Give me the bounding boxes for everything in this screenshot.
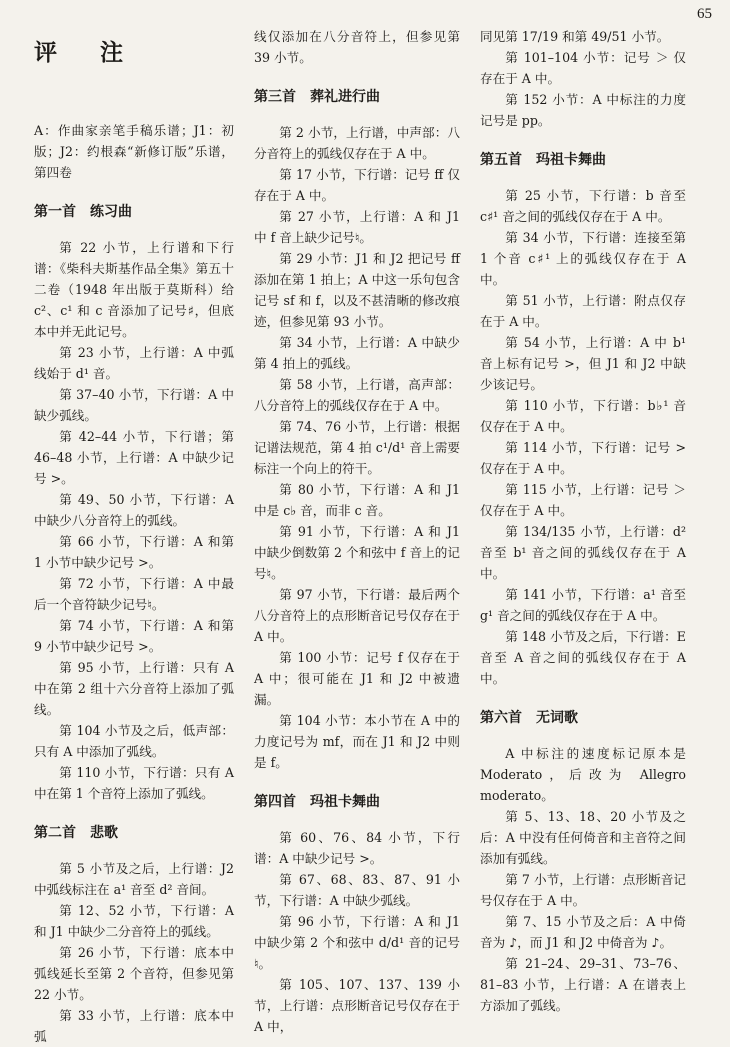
note-paragraph: 第 66 小节，下行谱：A 和第 1 小节中缺少记号 >。 (34, 534, 234, 570)
section-heading-3: 第三首 葬礼进行曲 (254, 89, 380, 105)
note-paragraph: 第 60、76、84 小节，下行谱：A 中缺少记号 >。 (254, 830, 460, 866)
note-paragraph: 第 134/135 小节，上行谱：d² 音至 b¹ 音之间的弧线仅存在于 A 中。 (480, 524, 686, 581)
section-gap (34, 804, 234, 822)
note-paragraph: 第 23 小节，上行谱：A 中弧线始于 d¹ 音。 (34, 345, 234, 381)
section-gap (254, 68, 460, 86)
note-paragraph: 第 33 小节，上行谱：底本中弧 (34, 1008, 234, 1044)
note-paragraph: 第 5 小节及之后，上行谱：J2 中弧线标注在 a¹ 音至 d² 音间。 (34, 861, 234, 897)
note-paragraph: A 中标注的速度标记原本是 Moderato，后改为 Allegro moderato。 (480, 746, 686, 803)
note-paragraph: 第 91 小节，下行谱：A 和 J1 中缺少倒数第 2 个和弦中 f 音上的记号♮。 (254, 524, 460, 581)
note-paragraph: 第 37–40 小节，下行谱：A 中缺少弧线。 (34, 387, 234, 423)
note-paragraph: 第 105、107、137、139 小节，上行谱：点形断音记号仅存在于 A 中， (254, 977, 460, 1034)
column-1 (34, 26, 234, 1047)
note-paragraph: 第 67、68、83、87、91 小节，下行谱：A 中缺少弧线。 (254, 872, 460, 908)
page-number: 65 (697, 6, 712, 22)
heading-gap (480, 171, 686, 185)
note-paragraph: 第 104 小节：本小节在 A 中的力度记号为 mf，而在 J1 和 J2 中则是 f。 (254, 713, 460, 770)
note-paragraph: 第 42–44 小节，下行谱；第 46–48 小节，上行谱：A 中缺少记号 >。 (34, 429, 234, 486)
heading-gap (480, 729, 686, 743)
note-paragraph: 第 100 小节：记号 f 仅存在于 A 中；很可能在 J1 和 J2 中被遗漏。 (254, 650, 460, 707)
note-paragraph: 第 58 小节，上行谱，高声部：八分音符上的弧线仅存在于 A 中。 (254, 377, 460, 413)
note-paragraph: 第 17 小节，下行谱：记号 ff 仅存在于 A 中。 (254, 167, 460, 203)
note-paragraph: 第 7 小节，上行谱：点形断音记号仅存在于 A 中。 (480, 872, 686, 908)
column-3 (480, 26, 686, 1016)
section-gap (34, 183, 234, 201)
column-2 (254, 26, 460, 1037)
note-paragraph: 第 101–104 小节：记号 ＞ 仅存在于 A 中。 (480, 50, 686, 86)
note-continuation: 同见第 17/19 和第 49/51 小节。 (480, 29, 670, 44)
note-paragraph: 第 97 小节，下行谱：最后两个八分音符上的点形断音记号仅存在于 A 中。 (254, 587, 460, 644)
note-paragraph: 第 29 小节：J1 和 J2 把记号 ff 添加在第 1 拍上；A 中这一乐句包含记号 sf 和 f，以及不甚清晰的修改痕迹，但参见第 93 小节。 (254, 251, 460, 329)
note-paragraph: 第 25 小节，下行谱：b 音至 c♯¹ 音之间的弧线仅存在于 A 中。 (480, 188, 686, 224)
section-heading-5: 第五首 玛祖卡舞曲 (480, 152, 606, 168)
note-paragraph: 第 74、76 小节，上行谱：根据记谱法规范，第 4 拍 c¹/d¹ 音上需要标注一个向上的符干。 (254, 419, 460, 476)
note-paragraph: 第 2 小节，上行谱，中声部：八分音符上的弧线仅存在于 A 中。 (254, 125, 460, 161)
section-heading-2: 第二首 悲歌 (34, 825, 118, 841)
note-paragraph: 第 26 小节，下行谱：底本中弧线延长至第 2 个音符，但参见第 22 小节。 (34, 945, 234, 1002)
note-paragraph: 第 34 小节，上行谱：A 中缺少第 4 拍上的弧线。 (254, 335, 460, 371)
note-paragraph: 第 95 小节，上行谱：只有 A 中在第 2 组十六分音符上添加了弧线。 (34, 660, 234, 717)
note-paragraph: 第 51 小节，上行谱：附点仅存在于 A 中。 (480, 293, 686, 329)
section-heading-4: 第四首 玛祖卡舞曲 (254, 794, 380, 810)
note-paragraph: 第 22 小节，上行谱和下行谱：《柴科夫斯基作品全集》第五十二卷（1948 年出版于莫斯科）给 c²、c¹ 和 c 音添加了记号♯，但底本中并无此记号。 (34, 240, 234, 339)
note-paragraph: 第 110 小节，下行谱：b♭¹ 音仅存在于 A 中。 (480, 398, 686, 434)
note-paragraph: 第 96 小节，下行谱：A 和 J1 中缺少第 2 个和弦中 d/d¹ 音的记号♮。 (254, 914, 460, 971)
note-paragraph: 第 49、50 小节，下行谱：A 中缺少八分音符上的弧线。 (34, 492, 234, 528)
heading-gap (254, 813, 460, 827)
note-paragraph: 第 54 小节，上行谱：A 中 b¹ 音上标有记号 >，但 J1 和 J2 中缺少该记号。 (480, 335, 686, 392)
section-gap (254, 773, 460, 791)
note-paragraph: 第 7、15 小节及之后：A 中倚音为 ♪，而 J1 和 J2 中倚音为 ♪。 (480, 914, 686, 950)
section-gap (480, 131, 686, 149)
section-heading-6: 第六首 无词歌 (480, 710, 578, 726)
heading-gap (254, 108, 460, 122)
note-paragraph: 第 152 小节：A 中标注的力度记号是 pp。 (480, 92, 686, 128)
section-gap (480, 689, 686, 707)
note-paragraph: 第 148 小节及之后，下行谱：E 音至 A 音之间的弧线仅存在于 A 中。 (480, 629, 686, 686)
note-paragraph: 第 74 小节，下行谱：A 和第 9 小节中缺少记号 >。 (34, 618, 234, 654)
page-title: 评 注 (34, 40, 133, 66)
heading-gap (34, 223, 234, 237)
note-paragraph: 第 21–24、29–31、73–76、81–83 小节，上行谱：A 在谱表上方添加了弧线。 (480, 956, 686, 1013)
note-paragraph: 第 80 小节，下行谱：A 和 J1 中是 c♭ 音，而非 c 音。 (254, 482, 460, 518)
note-paragraph: 第 5、13、18、20 小节及之后：A 中没有任何倚音和主音符之间添加有弧线。 (480, 809, 686, 866)
note-continuation: 线仅添加在八分音符上，但参见第 39 小节。 (254, 29, 460, 65)
note-paragraph: 第 27 小节，上行谱：A 和 J1 中 f 音上缺少记号♮。 (254, 209, 460, 245)
note-paragraph: 第 115 小节，上行谱：记号 ＞ 仅存在于 A 中。 (480, 482, 686, 518)
note-paragraph: 第 34 小节，下行谱：连接至第 1 个音 c♯¹ 上的弧线仅存在于 A 中。 (480, 230, 686, 287)
section-heading-1: 第一首 练习曲 (34, 204, 132, 220)
note-paragraph: 第 114 小节，下行谱：记号 > 仅存在于 A 中。 (480, 440, 686, 476)
note-paragraph: 第 72 小节，下行谱：A 中最后一个音符缺少记号♮。 (34, 576, 234, 612)
note-paragraph: 第 12、52 小节，下行谱：A 和 J1 中缺少二分音符上的弧线。 (34, 903, 234, 939)
note-paragraph: 第 104 小节及之后，低声部：只有 A 中添加了弧线。 (34, 723, 234, 759)
note-paragraph: 第 110 小节，下行谱：只有 A 中在第 1 个音符上添加了弧线。 (34, 765, 234, 801)
source-legend: A：作曲家亲笔手稿乐谱；J1：初版；J2：约根森“新修订版”乐谱，第四卷 (34, 123, 234, 180)
heading-gap (34, 844, 234, 858)
note-paragraph: 第 141 小节，下行谱：a¹ 音至 g¹ 音之间的弧线仅存在于 A 中。 (480, 587, 686, 623)
